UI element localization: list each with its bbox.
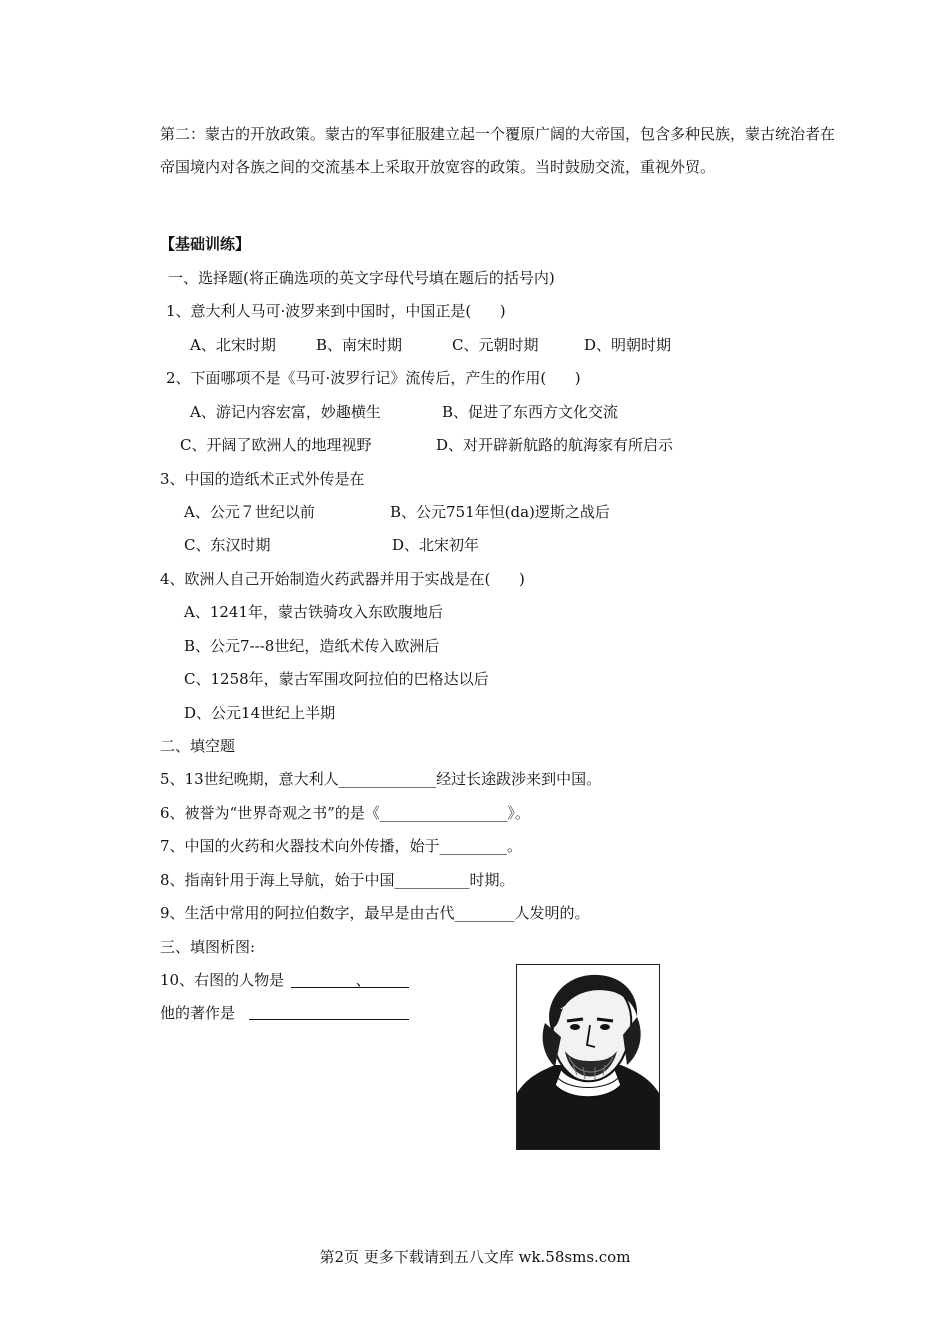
q2-stem: 2、下面哪项不是《马可·波罗行记》流传后，产生的作用( ): [166, 369, 581, 387]
q3-option-b: B、公元751年怛(da)逻斯之战后: [390, 503, 610, 521]
q4-option-a: A、1241年，蒙古铁骑攻入东欧腹地后: [184, 603, 444, 621]
section2-title: 二、填空题: [160, 737, 236, 755]
q2-option-d: D、对开辟新航路的航海家有所启示: [436, 436, 674, 454]
page-footer: 第2页 更多下载请到五八文库 wk.58sms.com: [319, 1248, 631, 1266]
q10-line1: 10、右图的人物是 、: [160, 971, 371, 989]
q7: 7、中国的火药和火器技术向外传播，始于_________。: [160, 837, 523, 855]
q3-option-d: D、北宋初年: [392, 536, 480, 554]
q3-option-c: C、东汉时期: [184, 536, 271, 554]
q10-blank-person: [291, 987, 409, 988]
q4-option-d: D、公元14世纪上半期: [184, 704, 336, 722]
section3-title: 三、填图析图:: [160, 938, 256, 956]
marco-polo-portrait: [516, 964, 660, 1150]
q4-option-c: C、1258年，蒙古军围攻阿拉伯的巴格达以后: [184, 670, 489, 688]
q4-stem: 4、欧洲人自己开始制造火药武器并用于实战是在( ): [160, 570, 525, 588]
q2-option-a: A、游记内容宏富，妙趣横生: [190, 403, 381, 421]
section-heading: 【基础训练】: [160, 235, 251, 253]
q10-line2: 他的著作是: [160, 1004, 236, 1022]
q3-option-a: A、公元７世纪以前: [184, 503, 315, 521]
section1-title: 一、选择题(将正确选项的英文字母代号填在题后的括号内): [168, 269, 555, 287]
q1-option-a: A、北宋时期: [190, 336, 276, 354]
q2-option-c: C、开阔了欧洲人的地理视野: [180, 436, 372, 454]
q1-option-b: B、南宋时期: [316, 336, 403, 354]
q1-option-d: D、明朝时期: [584, 336, 672, 354]
q4-option-b: B、公元7---8世纪，造纸术传入欧洲后: [184, 637, 440, 655]
intro-paragraph: 第二：蒙古的开放政策。蒙古的军事征服建立起一个覆原广阔的大帝国，包含多种民族，蒙古统治者在帝国境内对各族之间的交流基本上采取开放宽容的政策。当时鼓励交流，重视外贸。: [160, 125, 836, 176]
q8: 8、指南针用于海上导航，始于中国__________时期。: [160, 871, 515, 889]
q3-stem: 3、中国的造纸术正式外传是在: [160, 470, 365, 488]
q10-blank-work: [249, 1019, 409, 1020]
q9: 9、生活中常用的阿拉伯数字，最早是由古代________人发明的。: [160, 904, 590, 922]
q1-stem: 1、意大利人马可·波罗来到中国时，中国正是( ): [166, 302, 506, 320]
q1-option-c: C、元朝时期: [452, 336, 539, 354]
q6: 6、被誉为“世界奇观之书”的是《_________________》。: [160, 804, 530, 822]
q2-option-b: B、促进了东西方文化交流: [442, 403, 619, 421]
q5: 5、13世纪晚期，意大利人_____________经过长途跋涉来到中国。: [160, 770, 602, 788]
